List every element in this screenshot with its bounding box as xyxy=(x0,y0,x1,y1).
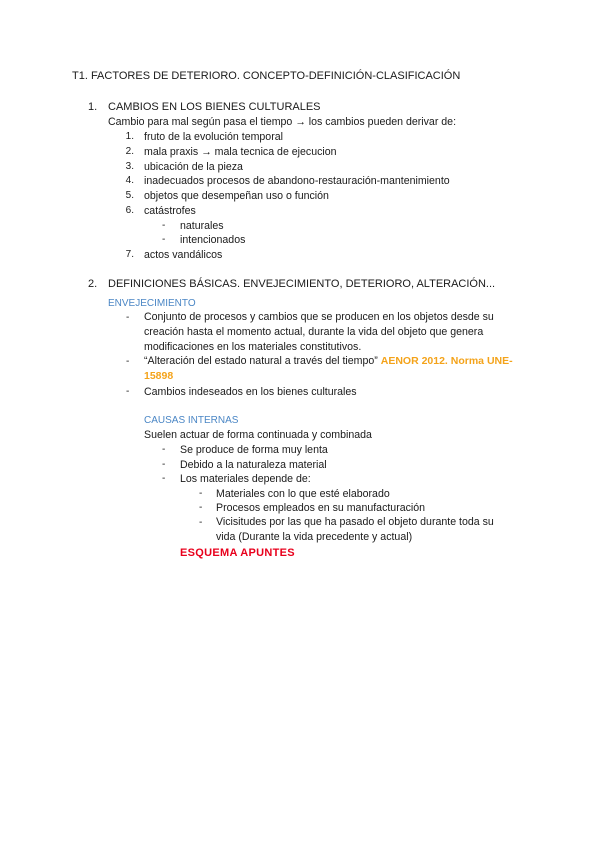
sub-bullet: - xyxy=(199,488,203,499)
list-item: actos vandálicos xyxy=(144,249,223,261)
section1-heading: CAMBIOS EN LOS BIENES CULTURALES xyxy=(108,101,321,113)
quote-text: “Alteración del estado natural a través del tiempo” xyxy=(144,355,378,367)
list-item: objetos que desempeñan uso o función xyxy=(144,190,329,202)
material-item: Materiales con lo que esté elaborado xyxy=(216,488,390,500)
causas-internas-intro: Suelen actuar de forma continuada y combinada xyxy=(144,429,372,441)
bullet: - xyxy=(162,444,166,455)
section2-heading: DEFINICIONES BÁSICAS. ENVEJECIMIENTO, DETERIORO, ALTERACIÓN... xyxy=(108,278,496,290)
list-item-number: 2. xyxy=(125,146,134,157)
list-item-number: 4. xyxy=(125,175,134,186)
bullet: - xyxy=(126,386,130,397)
material-item: Vicisitudes por las que ha pasado el objeto durante toda su vida (Durante la vida precedente y actual) xyxy=(216,516,494,543)
list-item: ubicación de la pieza xyxy=(144,161,243,173)
bullet: - xyxy=(162,473,166,484)
sub-list-item: naturales xyxy=(180,220,224,232)
bullet: - xyxy=(126,312,130,323)
section1-intro: Cambio para mal según pasa el tiempo → los cambios pueden derivar de: xyxy=(108,116,457,128)
esquema-apuntes-note: ESQUEMA APUNTES xyxy=(180,547,295,559)
list-item-number: 5. xyxy=(125,190,134,201)
list-item: catástrofes xyxy=(144,205,196,217)
envejecimiento-bullet3: Cambios indeseados en los bienes culturales xyxy=(144,386,357,398)
material-item: Procesos empleados en su manufacturación xyxy=(216,502,426,514)
bullet: - xyxy=(162,459,166,470)
list-item: mala praxis → mala tecnica de ejecucion xyxy=(144,146,337,158)
causas-internas-label: CAUSAS INTERNAS xyxy=(144,415,239,426)
sub-bullet: - xyxy=(162,234,166,245)
norm-reference: AENOR 2012. Norma UNE-15898 xyxy=(144,355,513,382)
bullet: - xyxy=(126,356,130,367)
list-item-number: 6. xyxy=(125,205,134,216)
sub-list-item: intencionados xyxy=(180,234,246,246)
section2-number: 2. xyxy=(88,278,98,290)
sub-bullet: - xyxy=(162,220,166,231)
sub-bullet: - xyxy=(199,502,203,513)
envejecimiento-label: ENVEJECIMIENTO xyxy=(108,298,196,309)
causas-item: Los materiales depende de: xyxy=(180,473,311,485)
causas-item: Debido a la naturaleza material xyxy=(180,459,327,471)
document-title: T1. FACTORES DE DETERIORO. CONCEPTO-DEFINICIÓN-CLASIFICACIÓN xyxy=(72,70,461,82)
list-item-number: 7. xyxy=(125,249,134,260)
envejecimiento-definition: Conjunto de procesos y cambios que se producen en los objetos desde su creación hasta el momento actual, durante la vida del objeto que genera modificaciones en los materiales constitutivos. xyxy=(144,311,494,353)
list-item-number: 3. xyxy=(125,161,134,172)
list-item: inadecuados procesos de abandono-restauración-mantenimiento xyxy=(144,175,450,187)
list-item-number: 1. xyxy=(125,131,134,142)
envejecimiento-quote xyxy=(144,354,516,384)
section1-number: 1. xyxy=(88,101,98,113)
sub-bullet: - xyxy=(199,517,203,528)
list-item: fruto de la evolución temporal xyxy=(144,131,283,143)
causas-item: Se produce de forma muy lenta xyxy=(180,444,328,456)
